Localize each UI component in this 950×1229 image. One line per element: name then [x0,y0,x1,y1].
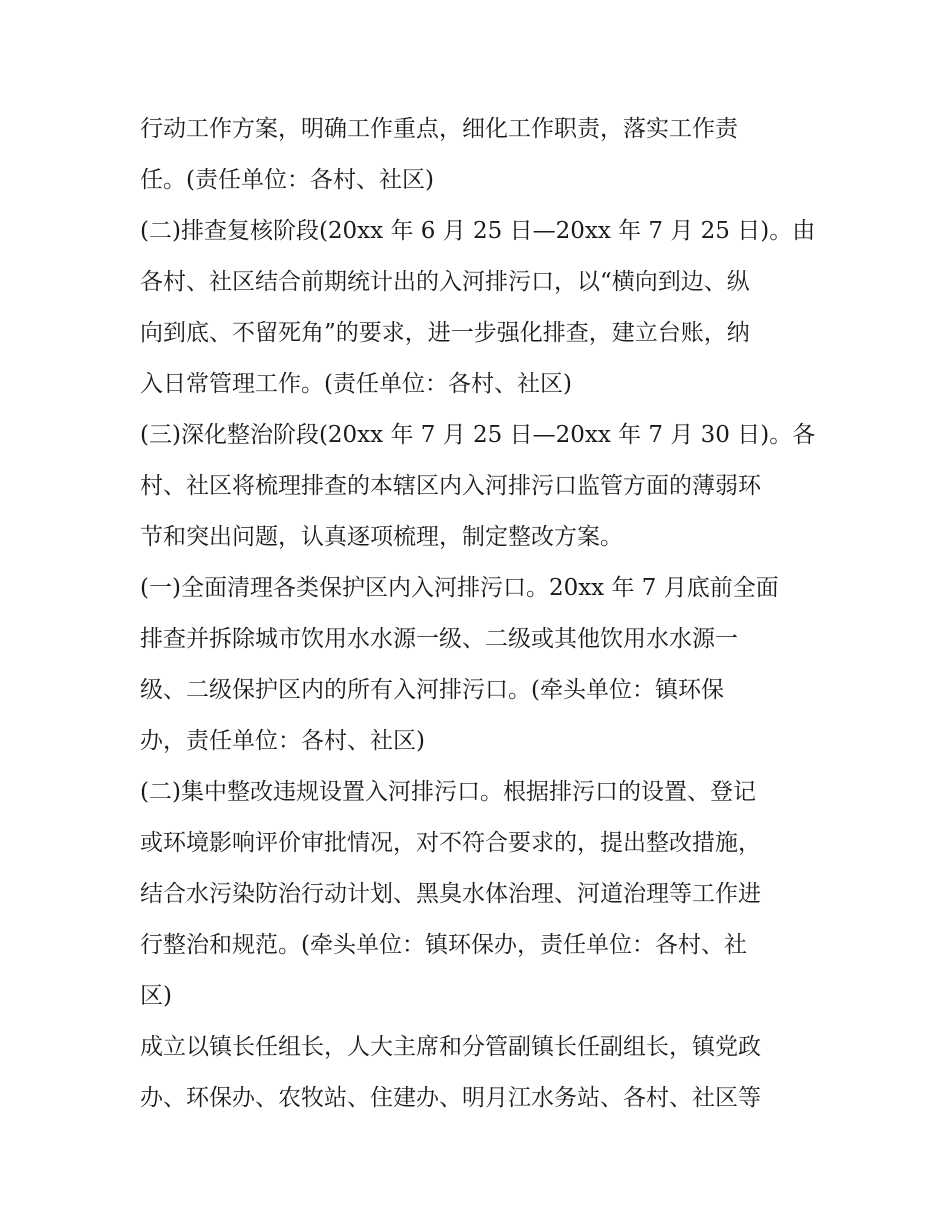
text-line: 村、社区将梳理排查的本辖区内入河排污口监管方面的薄弱环 [140,473,761,499]
document-body [140,104,820,1124]
text-line: 办，责任单位：各村、社区) [140,728,425,754]
text-line: (二)排查复核阶段(20xx 年 6 月 25 日—20xx 年 7 月 25 日)。由 [140,218,816,244]
text-line: 成立以镇长任组长，人大主席和分管副镇长任副组长，镇党政 [140,1034,761,1060]
text-line: 行动工作方案，明确工作重点，细化工作职责，落实工作责 [140,116,738,142]
text-line: 任。(责任单位：各村、社区) [140,167,434,193]
text-line: 节和突出问题，认真逐项梳理，制定整改方案。 [140,524,623,550]
text-line: 行整治和规范。(牵头单位：镇环保办，责任单位：各村、社 [140,932,747,958]
text-line: 或环境影响评价审批情况，对不符合要求的，提出整改措施， [140,830,761,856]
text-line: 办、环保办、农牧站、住建办、明月江水务站、各村、社区等 [140,1085,761,1111]
text-line: 排查并拆除城市饮用水水源一级、二级或其他饮用水水源一 [140,626,738,652]
text-line: (一)全面清理各类保护区内入河排污口。20xx 年 7 月底前全面 [140,575,779,601]
text-line: 区) [140,983,172,1009]
text-line: 向到底、不留死角”的要求，进一步强化排查，建立台账，纳 [140,320,750,346]
text-line: (二)集中整改违规设置入河排污口。根据排污口的设置、登记 [140,779,756,805]
text-line: 入日常管理工作。(责任单位：各村、社区) [140,371,572,397]
text-line: 各村、社区结合前期统计出的入河排污口，以“横向到边、纵 [140,269,750,295]
text-line: 级、二级保护区内的所有入河排污口。(牵头单位：镇环保 [140,677,724,703]
text-line: (三)深化整治阶段(20xx 年 7 月 25 日—20xx 年 7 月 30 日)。各 [140,422,816,448]
text-line: 结合水污染防治行动计划、黑臭水体治理、河道治理等工作进 [140,881,761,907]
